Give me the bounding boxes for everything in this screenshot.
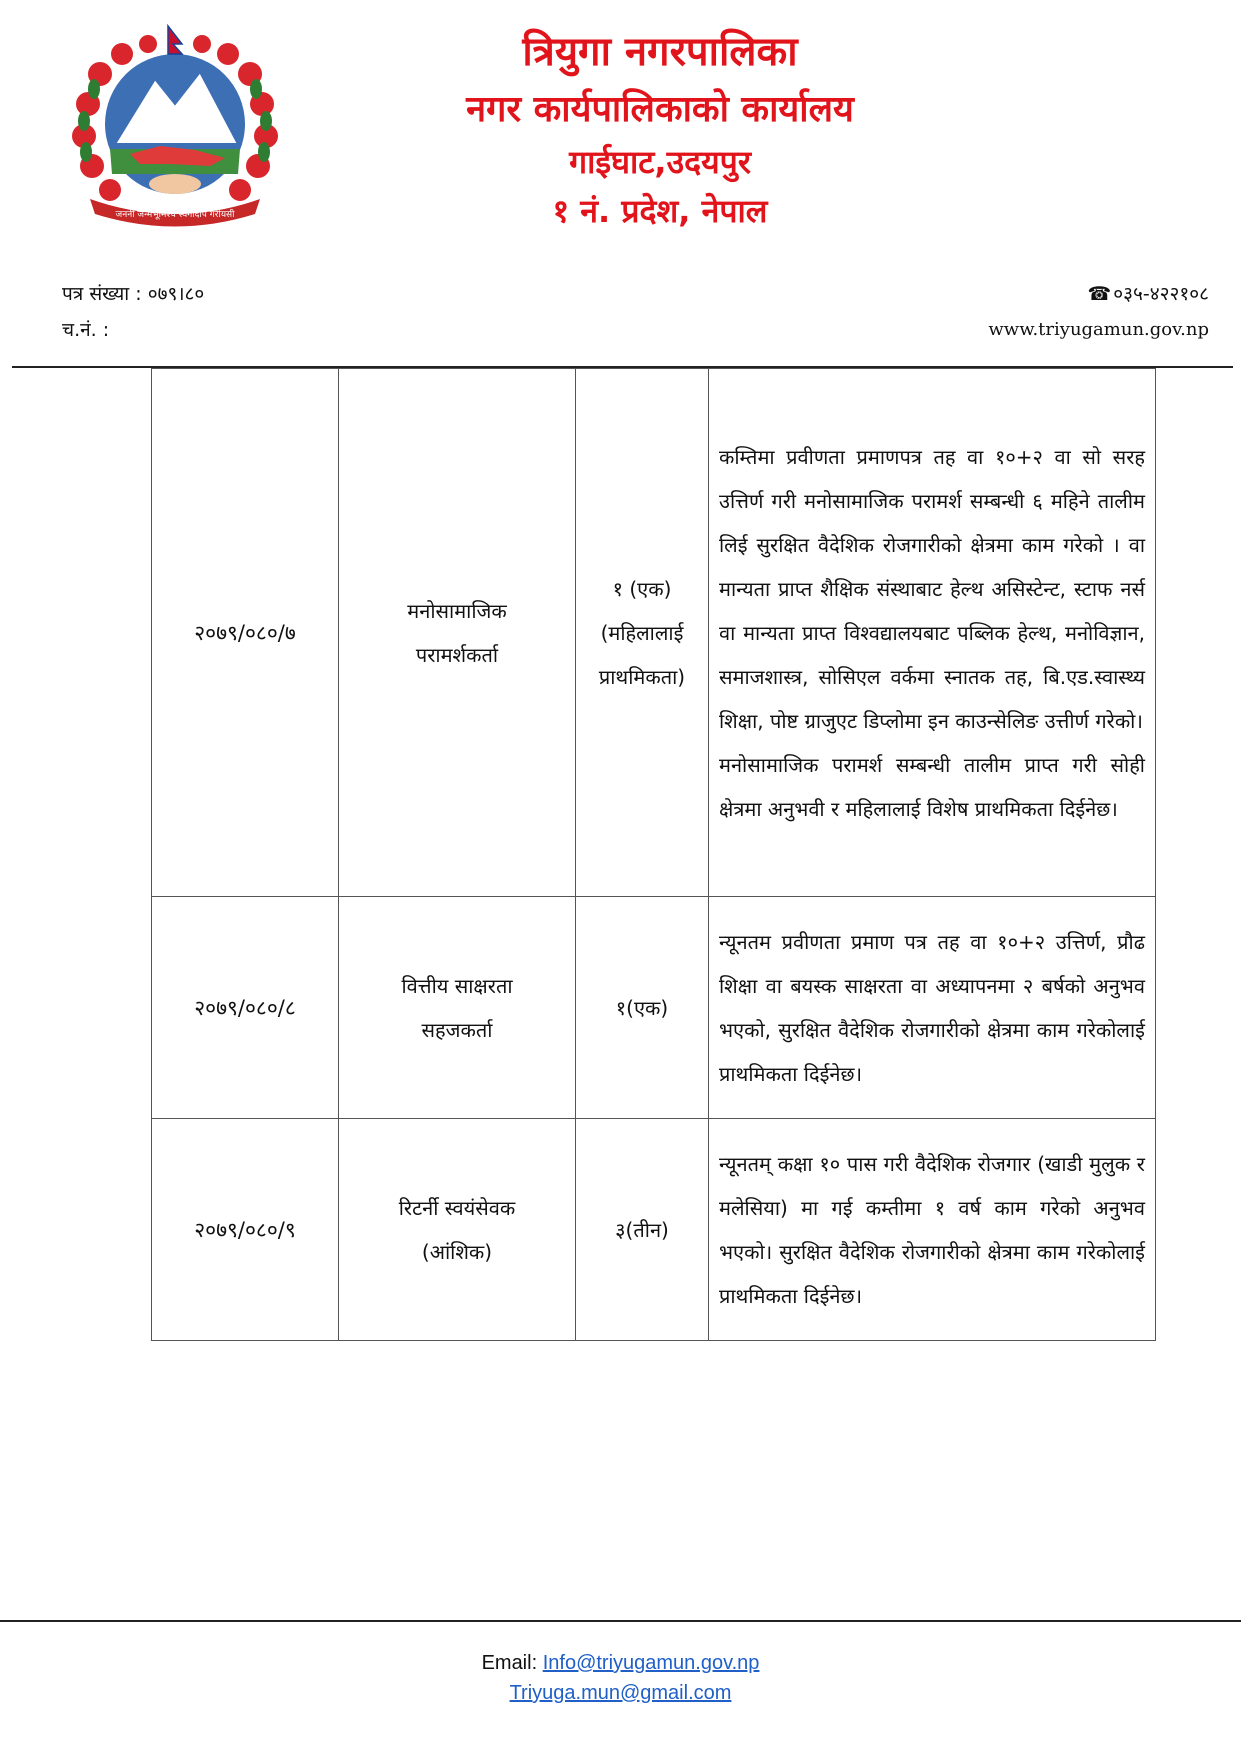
post-code: २०७९/०८०/९ (152, 1119, 339, 1341)
footer (0, 1648, 1241, 1708)
post-title (339, 1119, 576, 1341)
post-quantity (576, 1119, 709, 1341)
post-code: २०७९/०८०/८ (152, 897, 339, 1119)
contact-meta (988, 276, 1209, 348)
post-title-line: वित्तीय साक्षरता (401, 973, 513, 998)
footer-divider (0, 1620, 1241, 1622)
post-quantity (576, 897, 709, 1119)
post-code: २०७९/०८०/७ (152, 369, 339, 897)
post-title-line: (आंशिक) (421, 1239, 493, 1264)
quantity-line: प्राथमिकता) (598, 664, 686, 689)
office-address: गाईघाट,उदयपुर (569, 143, 751, 182)
table-row (152, 369, 1156, 897)
table-row (152, 1119, 1156, 1341)
requirement-paragraph: न्यूनतम् कक्षा १० पास गरी वैदेशिक रोजगार (खाडी मुलुक र मलेसिया) मा गई कम्तीमा १ वर्ष काम गरेको अनुभव भएको। सुरक्षित वैदेशिक रोजगारीको क्षेत्रमा काम गरेकोलाई प्राथमिकता दिईनेछ। (719, 1151, 1145, 1308)
dispatch-number: च.नं. : (62, 319, 110, 341)
post-title (339, 897, 576, 1119)
email-label: Email: (481, 1652, 538, 1674)
email-link-info[interactable]: Info@triyugamun.gov.np (542, 1652, 760, 1674)
vacancy-table (151, 368, 1156, 1341)
post-requirements (709, 897, 1156, 1119)
post-title-line: मनोसामाजिक (407, 598, 507, 623)
quantity-line: (महिलालाई (600, 620, 684, 645)
post-quantity (576, 369, 709, 897)
telephone-icon: ☎ (1087, 283, 1112, 305)
quantity-line: ३(तीन) (615, 1217, 669, 1242)
requirement-paragraph: मनोसामाजिक परामर्श सम्बन्धी तालीम प्राप्त गरी सोही क्षेत्रमा अनुभवी र महिलालाई विशेष प्राथमिकता दिईनेछ। (719, 752, 1145, 821)
province-country: १ नं. प्रदेश, नेपाल (552, 191, 768, 230)
post-requirements (709, 1119, 1156, 1341)
website-url: www.triyugamun.gov.np (988, 319, 1209, 340)
table-row (152, 897, 1156, 1119)
letter-number: पत्र संख्या : ०७९।८० (62, 283, 205, 305)
office-name: नगर कार्यपालिकाको कार्यालय (466, 89, 854, 130)
nepal-emblem-icon (60, 24, 290, 234)
post-title-line: रिटर्नी स्वयंसेवक (398, 1195, 516, 1220)
post-title-line: सहजकर्ता (421, 1017, 493, 1042)
post-title-line: परामर्शकर्ता (415, 642, 499, 667)
municipality-name: त्रियुगा नगरपालिका (522, 29, 798, 75)
phone-number: ०३५-४२२१०८ (1113, 283, 1209, 305)
quantity-line: १(एक) (615, 995, 669, 1020)
email-link-gmail[interactable]: Triyuga.mun@gmail.com (509, 1682, 732, 1704)
letterhead (360, 28, 960, 230)
post-requirements (709, 369, 1156, 897)
requirement-paragraph: न्यूनतम प्रवीणता प्रमाण पत्र तह वा १०+२ उत्तिर्ण, प्रौढ शिक्षा वा बयस्क साक्षरता वा अध्यापनमा २ बर्षको अनुभव भएको, सुरक्षित वैदेशिक रोजगारीको क्षेत्रमा काम गरेकोलाई प्राथमिकता दिईनेछ। (719, 929, 1145, 1086)
emblem-motto: जननी जन्मभूमिश्च स्वर्गादपि गरीयसी (115, 210, 235, 220)
letter-meta (62, 276, 204, 348)
post-title (339, 369, 576, 897)
requirement-paragraph: कम्तिमा प्रवीणता प्रमाणपत्र तह वा १०+२ वा सो सरह उत्तिर्ण गरी मनोसामाजिक परामर्श सम्बन्धी ६ महिने तालीम लिई सुरक्षित वैदेशिक रोजगारीको क्षेत्रमा काम गरेको । वा मान्यता प्राप्त शैक्षिक संस्थाबाट हेल्थ असिस्टेन्ट, स्टाफ नर्स वा मान्यता प्राप्त विश्वद्यालयबाट पब्लिक हेल्थ, मनोविज्ञान, समाजशास्त्र, सोसिएल वर्कमा स्नातक तह, बि.एड.स्वास्थ्य शिक्षा, पोष्ट ग्राजुएट डिप्लोमा इन काउन्सेलिङ उत्तीर्ण गरेको। (719, 444, 1145, 733)
quantity-line: १ (एक) (612, 576, 672, 601)
